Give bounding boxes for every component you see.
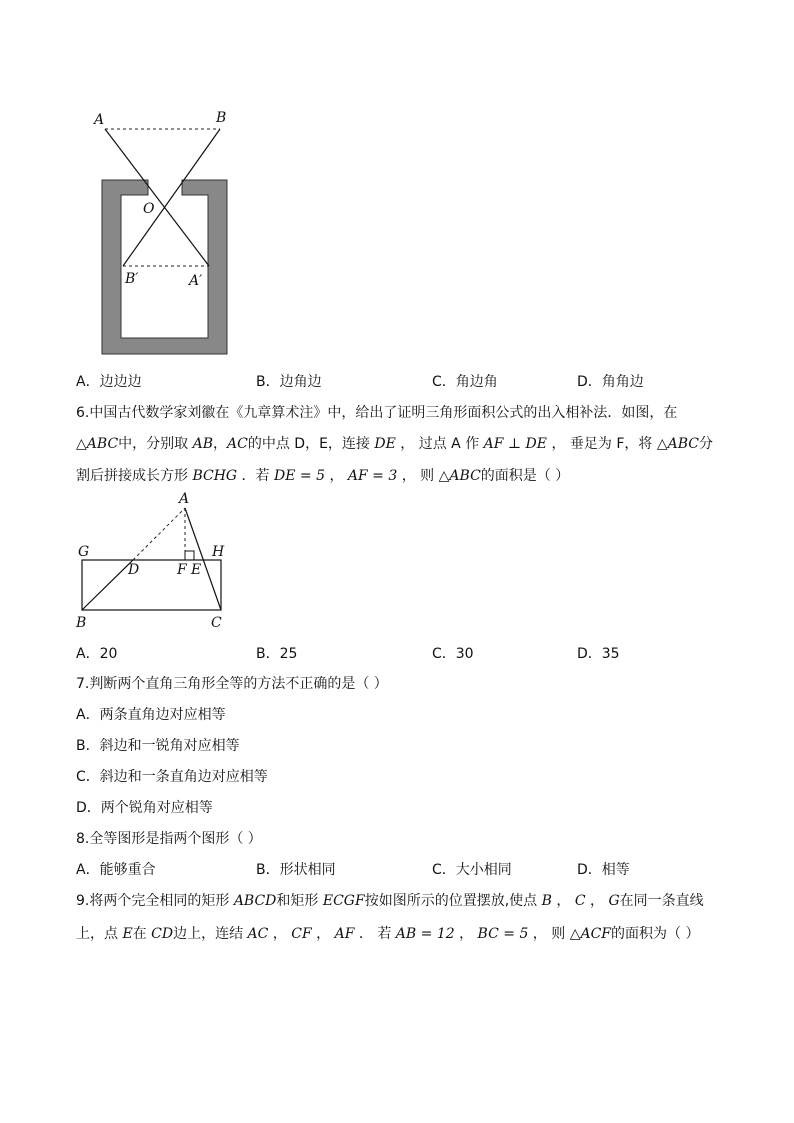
label-c: C (211, 615, 222, 631)
q7-option-a[interactable]: A．两条直角边对应相等 (76, 707, 226, 723)
math-abcd: ABCD (233, 893, 277, 909)
text: 的中点 D，E，连接 (247, 436, 375, 452)
text: 中，分别取 (118, 436, 193, 452)
segment-bd-e (82, 560, 133, 610)
q8-option-c[interactable]: C．大小相同 (432, 862, 512, 878)
math-bchg: BCHG (192, 468, 238, 484)
label-g: G (78, 544, 90, 560)
text: 的面积是（ ） (480, 468, 570, 484)
label-b: B (76, 615, 87, 631)
q6-option-b[interactable]: B．25 (256, 646, 298, 662)
math-de-eq: DE = 5 (274, 468, 325, 484)
math-af-perp-de: AF ⊥ DE (483, 436, 547, 452)
text: ． 若 (354, 926, 396, 942)
q7-option-d[interactable]: D．两个锐角对应相等 (76, 800, 213, 816)
text: 的面积为（ ） (611, 926, 700, 942)
math-ab: AB (192, 436, 214, 452)
text: ， (325, 468, 348, 484)
label-h: H (212, 544, 225, 560)
q8-option-d[interactable]: D．相等 (577, 862, 630, 878)
math-c: C (574, 893, 586, 909)
u-frame (102, 180, 227, 354)
q8-option-a[interactable]: A．能够重合 (76, 862, 156, 878)
text: ， (311, 926, 335, 942)
text: ， (213, 436, 228, 452)
math-g: G (608, 893, 620, 909)
segment-da-dashed (133, 508, 185, 560)
label-b: B (216, 110, 227, 126)
label-a: A (94, 112, 105, 128)
label-a-prime: A′ (189, 273, 203, 289)
text: ， (551, 893, 575, 909)
text: 9.将两个完全相同的矩形 (76, 893, 234, 909)
math-af: AF (334, 926, 355, 942)
math-acf: ACF (580, 926, 612, 942)
right-angle-mark (185, 551, 194, 560)
text: 在同一条直线 (619, 893, 704, 909)
q6-option-a[interactable]: A．20 (76, 646, 118, 662)
math-cf: CF (291, 926, 312, 942)
q7-stem: 7.判断两个直角三角形全等的方法不正确的是（ ） (76, 676, 388, 692)
q5-option-b[interactable]: B．边角边 (256, 374, 322, 390)
q7-option-b[interactable]: B．斜边和一锐角对应相等 (76, 738, 240, 754)
q9-stem-line-2 (76, 924, 699, 944)
q8-option-b[interactable]: B．形状相同 (256, 862, 336, 878)
q8-stem: 8.全等图形是指两个图形（ ） (76, 831, 262, 847)
text: 分 (699, 436, 713, 452)
text: ， 垂足为 F，将 △ (547, 436, 668, 452)
label-b-prime: B′ (125, 271, 139, 287)
math-abc: ABC (667, 436, 699, 452)
q6-option-c[interactable]: C．30 (432, 646, 474, 662)
label-a: A (179, 491, 190, 507)
math-ab-eq: AB = 12 (395, 926, 455, 942)
text: ．若 (237, 468, 275, 484)
math-ecgf: ECGF (322, 893, 365, 909)
text: ， 过点 A 作 (395, 436, 484, 452)
text: 在 (132, 926, 152, 942)
q9-stem-line-1 (76, 891, 704, 911)
text: 边上，连结 (173, 926, 248, 942)
q5-option-c[interactable]: C．角边角 (432, 374, 498, 390)
label-o: O (143, 201, 155, 217)
math-cd: CD (151, 926, 174, 942)
figure-triangle-rectangle (70, 490, 240, 635)
q6-option-d[interactable]: D．35 (577, 646, 620, 662)
text: 割后拼接成长方形 (76, 468, 193, 484)
q6-stem-line-3 (76, 466, 569, 486)
math-bc-eq: BC = 5 (477, 926, 529, 942)
label-d: D (128, 562, 140, 578)
q5-option-a[interactable]: A．边边边 (76, 374, 142, 390)
text: ， (585, 893, 609, 909)
math-b: B (541, 893, 552, 909)
q6-stem-line-1: 6.中国古代数学家刘徽在《九章算术注》中，给出了证明三角形面积公式的出入相补法．如图，在 (76, 405, 678, 421)
figure-crossing-segments (90, 105, 250, 360)
text: △ (76, 436, 87, 452)
text: 上，点 (76, 926, 123, 942)
text: ， 则 △ (528, 926, 581, 942)
q7-option-c[interactable]: C．斜边和一条直角边对应相等 (76, 769, 268, 785)
text: 按如图所示的位置摆放,使点 (364, 893, 542, 909)
math-abc: ABC (86, 436, 119, 452)
math-de: DE (374, 436, 396, 452)
math-e: E (122, 926, 133, 942)
text: ， 则 △ (397, 468, 450, 484)
math-af-eq: AF = 3 (347, 468, 398, 484)
math-ac: AC (247, 926, 269, 942)
q6-stem-line-2 (76, 434, 713, 454)
text: 和矩形 (276, 893, 323, 909)
math-abc: ABC (449, 468, 481, 484)
label-f: F (177, 562, 187, 578)
math-ac: AC (227, 436, 248, 452)
segment-b-b-prime (123, 129, 220, 266)
text: ， (454, 926, 478, 942)
q5-option-d[interactable]: D．角角边 (577, 374, 644, 390)
label-e: E (191, 562, 202, 578)
text: ， (268, 926, 292, 942)
